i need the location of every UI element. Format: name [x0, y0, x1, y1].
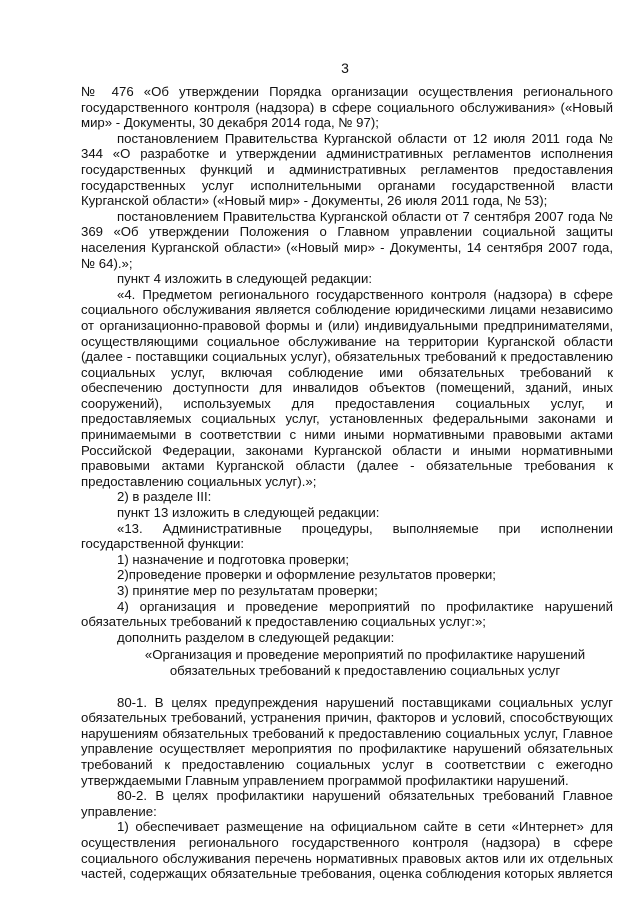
paragraph: 80-2. В целях профилактики нарушений обязательных требований Главное управление: [81, 788, 613, 819]
page-number: 3 [341, 60, 349, 76]
list-item: 3) принятие мер по результатам проверки; [117, 583, 378, 598]
paragraph: пункт 4 изложить в следующей редакции: [117, 271, 373, 287]
paragraph: постановлением Правительства Курганской области от 12 июля 2011 года № 344 «О разработке и утверждении административных регламентов исполнения государственных функций и административных регламентов предоставления государственных услуг исполнительными органами государственной власти Курганской области» («Новый мир» - Документы, 26 июля 2011 года, № 53); [81, 130, 613, 209]
paragraph: «4. Предметом регионального государственного контроля (надзора) в сфере социального обслуживания является соблюдение юридическими лицами независимо от организационно-правовой формы и (или) индивидуальными предпринимателями, осуществляющими социальное обслуживание на территории Курганской области (далее - поставщики социальных услуг), обязательных требований к предоставлению социальных услуг, включая соблюдение ими обязательных требований к обеспечению доступности для инвалидов объектов (помещений, зданий, иных сооружений), используемых для предоставления социальных услуг, и предоставляемых социальных услуг, установленных федеральными законами и принимаемыми в соответствии с ними иными нормативными правовыми актами Российской Федерации, законами Курганской области и иными нормативными правовыми актами Курганской области (далее - обязательные требования к предоставлению социальных услуг).»; [81, 286, 613, 489]
paragraph: постановлением Правительства Курганской области от 7 сентября 2007 года № 369 «Об утверждении Положения о Главном управлении социальной защиты населения Курганской области» («Новый мир» - Документы, 14 сентября 2007 года, № 64).»; [81, 208, 613, 271]
list-item: 1) назначение и подготовка проверки; [117, 551, 349, 567]
paragraph: дополнить разделом в следующей редакции: [117, 629, 395, 645]
list-item: 2)проведение проверки и оформление результатов проверки; [117, 567, 496, 583]
paragraph: 80-1. В целях предупреждения нарушений поставщиками социальных услуг обязательных требований, устранения причин, факторов и условий, способствующих нарушениям обязательных требований к предоставлению социальных услуг, Главное управление осуществляет мероприятия по профилактике нарушений обязательных требований к предоставлению социальных услуг в соответствии с ежегодно утверждаемыми Главным управлением программой профилактики нарушений. [81, 694, 613, 788]
list-item: 4) организация и проведение мероприятий по профилактике нарушений обязательных требований к предоставлению социальных услуг:»; [81, 598, 613, 630]
paragraph: «13. Административные процедуры, выполняемые при исполнении государственной функции: [81, 520, 613, 552]
paragraph: 2) в разделе III: [117, 489, 212, 505]
document-body [81, 84, 613, 882]
paragraph: 1) обеспечивает размещение на официальном сайте в сети «Интернет» для осуществления регионального государственного контроля (надзора) в сфере социального обслуживания перечень нормативных правовых актов или их отдельных частей, содержащих обязательные требования, оценка соблюдения которых является [81, 819, 613, 882]
section-heading: «Организация и проведение мероприятий по профилактике нарушений обязательных требований к предоставлению социальных услуг [144, 647, 586, 678]
paragraph: № 476 «Об утверждении Порядка организации осуществления регионального государственного контроля (надзора) в сфере социального обслуживания» («Новый мир» - Документы, 30 декабря 2014 года, № 97); [81, 84, 613, 131]
paragraph: пункт 13 изложить в следующей редакции: [117, 505, 380, 521]
